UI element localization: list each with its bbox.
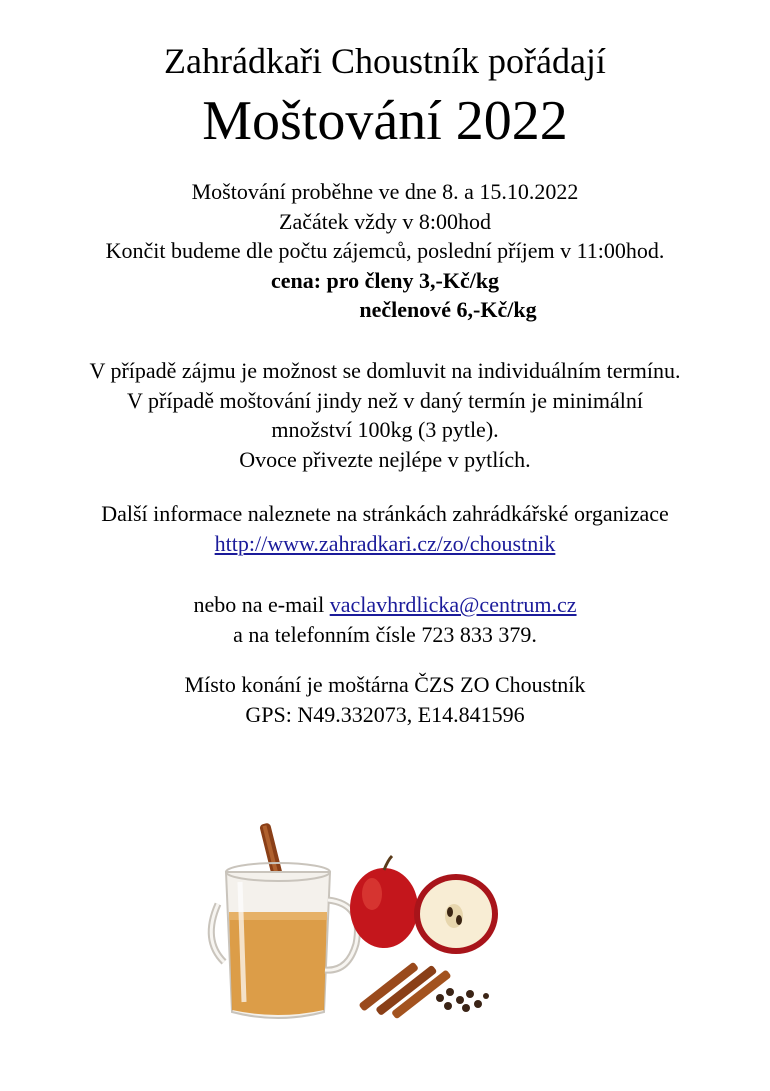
location-block <box>0 670 770 729</box>
price-nonmembers: nečlenové 6,-Kč/kg <box>359 297 537 322</box>
organizer-heading: Zahrádkaři Choustník pořádají <box>164 41 606 81</box>
schedule-dates: Moštování proběhne ve dne 8. a 15.10.2022 <box>191 179 579 204</box>
individual-line-2: V případě moštování jindy než v daný termín je minimální <box>127 387 643 413</box>
schedule-block <box>0 177 770 325</box>
cider-illustration <box>178 812 520 1030</box>
whole-apple <box>350 856 418 948</box>
contact-block <box>0 590 770 649</box>
glass-mug <box>211 863 357 1018</box>
individual-line-1: V případě zájmu je možnost se domluvit na individuálním termínu. <box>89 358 681 383</box>
email-link[interactable]: vaclavhrdlicka@centrum.cz <box>329 592 577 617</box>
schedule-end: Končit budeme dle počtu zájemců, poslední příjem v 11:00hod. <box>105 238 665 263</box>
info-block <box>0 499 770 558</box>
email-prefix: nebo na e-mail <box>193 592 330 617</box>
price-members: cena: pro členy 3,-Kč/kg <box>270 267 500 293</box>
halved-apple <box>414 874 498 954</box>
venue-text: Místo konání je moštárna ČZS ZO Choustník <box>184 672 586 697</box>
individual-line-4: Ovoce přivezte nejlépe v pytlích. <box>239 446 531 472</box>
phone-line: a na telefonním čísle 723 833 379. <box>233 621 537 647</box>
cinnamon-sticks <box>358 962 451 1020</box>
schedule-start: Začátek vždy v 8:00hod <box>279 208 491 234</box>
website-link[interactable]: http://www.zahradkari.cz/zo/choustnik <box>214 530 556 556</box>
event-title: Moštování 2022 <box>202 90 568 152</box>
gps-text: GPS: N49.332073, E14.841596 <box>245 701 525 727</box>
individual-block <box>0 356 770 474</box>
info-text: Další informace naleznete na stránkách zahrádkářské organizace <box>101 501 669 526</box>
cloves <box>436 988 489 1012</box>
individual-line-3: množství 100kg (3 pytle). <box>271 417 499 442</box>
